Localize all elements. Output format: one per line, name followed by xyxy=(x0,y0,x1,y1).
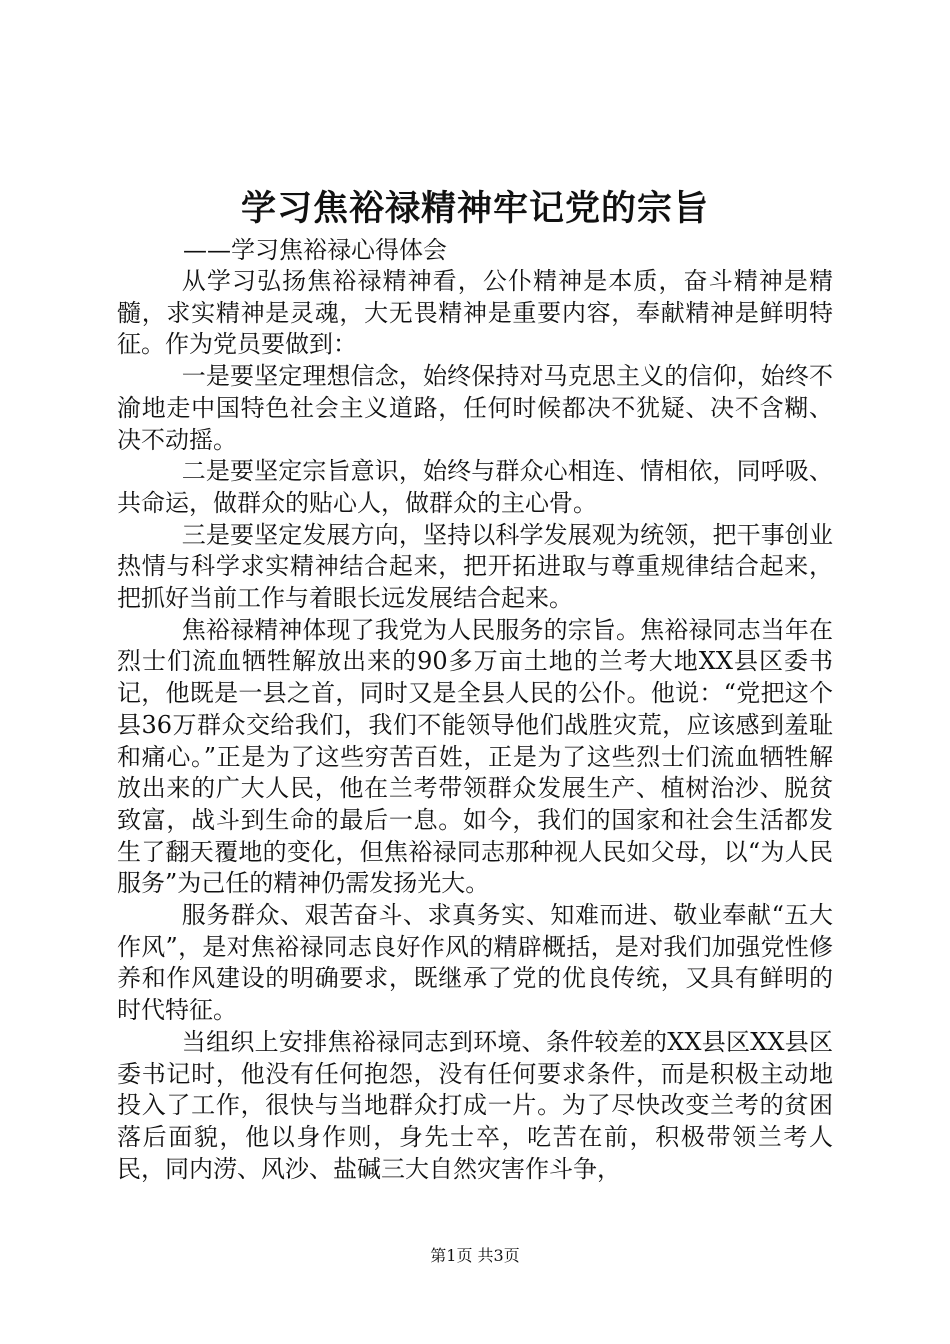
page-footer: 第1页 共3页 xyxy=(430,1246,520,1265)
paragraph: 三是要坚定发展方向，坚持以科学发展观为统领，把干事创业热情与科学求实精神结合起来，把开拓进取与尊重规律结合起来，把抓好当前工作与着眼长远发展结合起来。 xyxy=(117,520,833,613)
paragraph: 从学习弘扬焦裕禄精神看，公仆精神是本质，奋斗精神是精髓，求实精神是灵魂，大无畏精神是重要内容，奉献精神是鲜明特征。作为党员要做到： xyxy=(117,267,833,359)
paragraph: 服务群众、艰苦奋斗、求真务实、知难而进、敬业奉献“五大作风”，是对焦裕禄同志良好作风的精辟概括，是对我们加强党性修养和作风建设的明确要求，既继承了党的优良传统，又具有鲜明的时代特征。 xyxy=(117,901,833,1025)
paragraph: 当组织上安排焦裕禄同志到环境、条件较差的XX县区XX县区委书记时，他没有任何抱怨，没有任何要求条件，而是积极主动地投入了工作，很快与当地群众打成一片。为了尽快改变兰考的贫困落后面貌，他以身作则，身先士卒，吃苦在前，积极带领兰考人民，同内涝、风沙、盐碱三大自然灾害作斗争， xyxy=(117,1027,833,1183)
document-subtitle: ——学习焦裕禄心得体会 xyxy=(183,236,447,264)
paragraph: 一是要坚定理想信念，始终保持对马克思主义的信仰，始终不渝地走中国特色社会主义道路，任何时候都决不犹疑、决不含糊、决不动摇。 xyxy=(117,362,833,454)
document-body xyxy=(117,266,833,1185)
paragraph: 二是要坚定宗旨意识，始终与群众心相连、情相依，同呼吸、共命运，做群众的贴心人，做群众的主心骨。 xyxy=(117,457,833,517)
paragraph: 焦裕禄精神体现了我党为人民服务的宗旨。焦裕禄同志当年在烈士们流血牺牲解放出来的90多万亩土地的兰考大地XX县区委书记，他既是一县之首，同时又是全县人民的公仆。他说：“党把这个县36万群众交给我们，我们不能领导他们战胜灾荒，应该感到羞耻和痛心。”正是为了这些穷苦百姓，正是为了这些烈士们流血牺牲解放出来的广大人民，他在兰考带领群众发展生产、植树治沙、脱贫致富，战斗到生命的最后一息。如今，我们的国家和社会生活都发生了翻天覆地的变化，但焦裕禄同志那种视人民如父母，以“为人民服务”为己任的精神仍需发扬光大。 xyxy=(117,615,833,898)
document-title: 学习焦裕禄精神牢记党的宗旨 xyxy=(240,188,709,229)
